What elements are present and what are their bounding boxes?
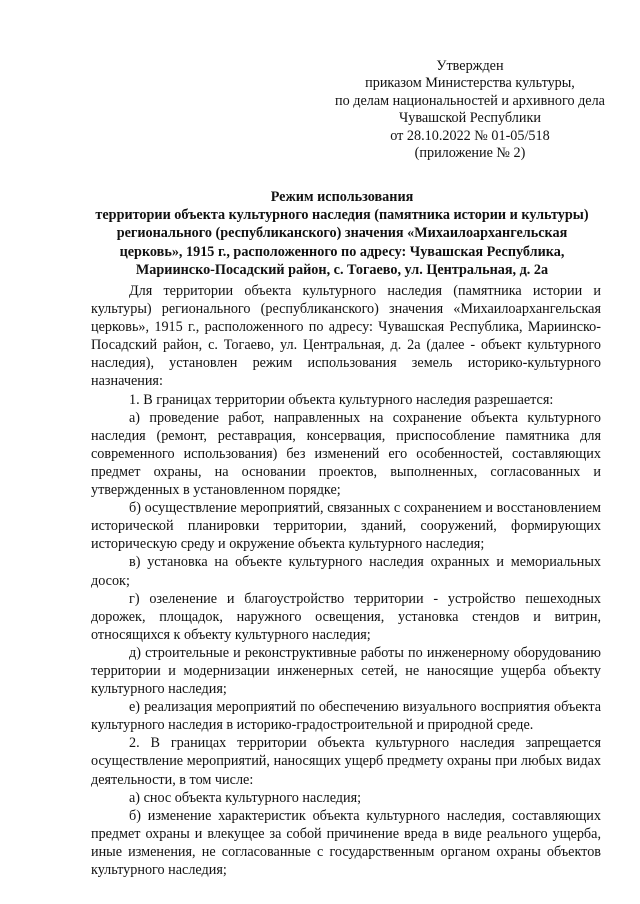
body-paragraph: 1. В границах территории объекта культурного наследия разрешается:	[129, 391, 554, 408]
body-paragraph: а) проведение работ, направленных на сохранение объекта культурного наследия (ремонт, реставрация, консервация, приспособление памятника для современного использования) без изменений его особенностей, составляющих предмет охраны, на основании проектов, выполненных, согласованных и утвержденных в установленном порядке;	[91, 409, 601, 499]
body-paragraph: г) озеленение и благоустройство территории - устройство пешеходных дорожек, площадок, наружного освещения, установка стендов и витрин, относящихся к объекту культурного наследия;	[91, 590, 601, 643]
approval-line: по делам национальностей и архивного дела	[335, 92, 605, 109]
approval-line: (приложение № 2)	[414, 145, 526, 162]
approval-line: от 28.10.2022 № 01-05/518	[390, 127, 550, 144]
title-line: церковь», 1915 г., расположенного по адресу: Чувашская Республика,	[119, 243, 565, 260]
approval-line: Утвержден	[436, 58, 504, 74]
approval-block	[318, 58, 622, 162]
body-paragraph: б) изменение характеристик объекта культурного наследия, составляющих предмет охраны и влекущее за собой причинение вреда в виде реального ущерба, иные изменения, не согласованные с государственным органом охраны объектов культурного наследия;	[91, 807, 601, 878]
title-line: регионального (республиканского) значения «Михаилоархангельская	[116, 225, 568, 242]
body-paragraph: в) установка на объекте культурного наследия охранных и мемориальных досок;	[91, 554, 601, 589]
title-line: Режим использования	[270, 189, 414, 205]
title-line: Мариинско-Посадский район, с. Тогаево, ул. Центральная, д. 2а	[135, 261, 549, 278]
body-paragraph: б) осуществление мероприятий, связанных с сохранением и восстановлением исторической планировки территории, зданий, сооружений, формирующих историческую среду и окружение объекта культурного наследия;	[91, 500, 601, 553]
document-body	[91, 282, 601, 879]
approval-line: Чувашской Республики	[399, 110, 541, 127]
approval-line: приказом Министерства культуры,	[365, 75, 575, 92]
body-paragraph: е) реализация мероприятий по обеспечению визуального восприятия объекта культурного наследия в историко-градостроительной и природной среде.	[91, 699, 601, 734]
document-title	[80, 188, 604, 279]
body-paragraph: Для территории объекта культурного наследия (памятника истории и культуры) регионального (республиканского) значения «Михаилоархангельская церковь», 1915 г., расположенного по адресу: Чувашская Республика, Мариинско-Посадский район, с. Тогаево, ул. Центральная, д. 2а (далее - объект культурного наследия), установлен режим использования земель историко-культурного назначения:	[91, 283, 601, 390]
body-paragraph: 2. В границах территории объекта культурного наследия запрещается осуществление мероприятий, наносящих ущерб предмету охраны при любых видах деятельности, в том числе:	[91, 735, 601, 788]
body-paragraph: д) строительные и реконструктивные работы по инженерному оборудованию территории и модернизации инженерных сетей, не наносящие ущерба объекту культурного наследия;	[91, 644, 601, 698]
title-line: территории объекта культурного наследия (памятника истории и культуры)	[95, 207, 589, 224]
body-paragraph: а) снос объекта культурного наследия;	[129, 789, 362, 806]
